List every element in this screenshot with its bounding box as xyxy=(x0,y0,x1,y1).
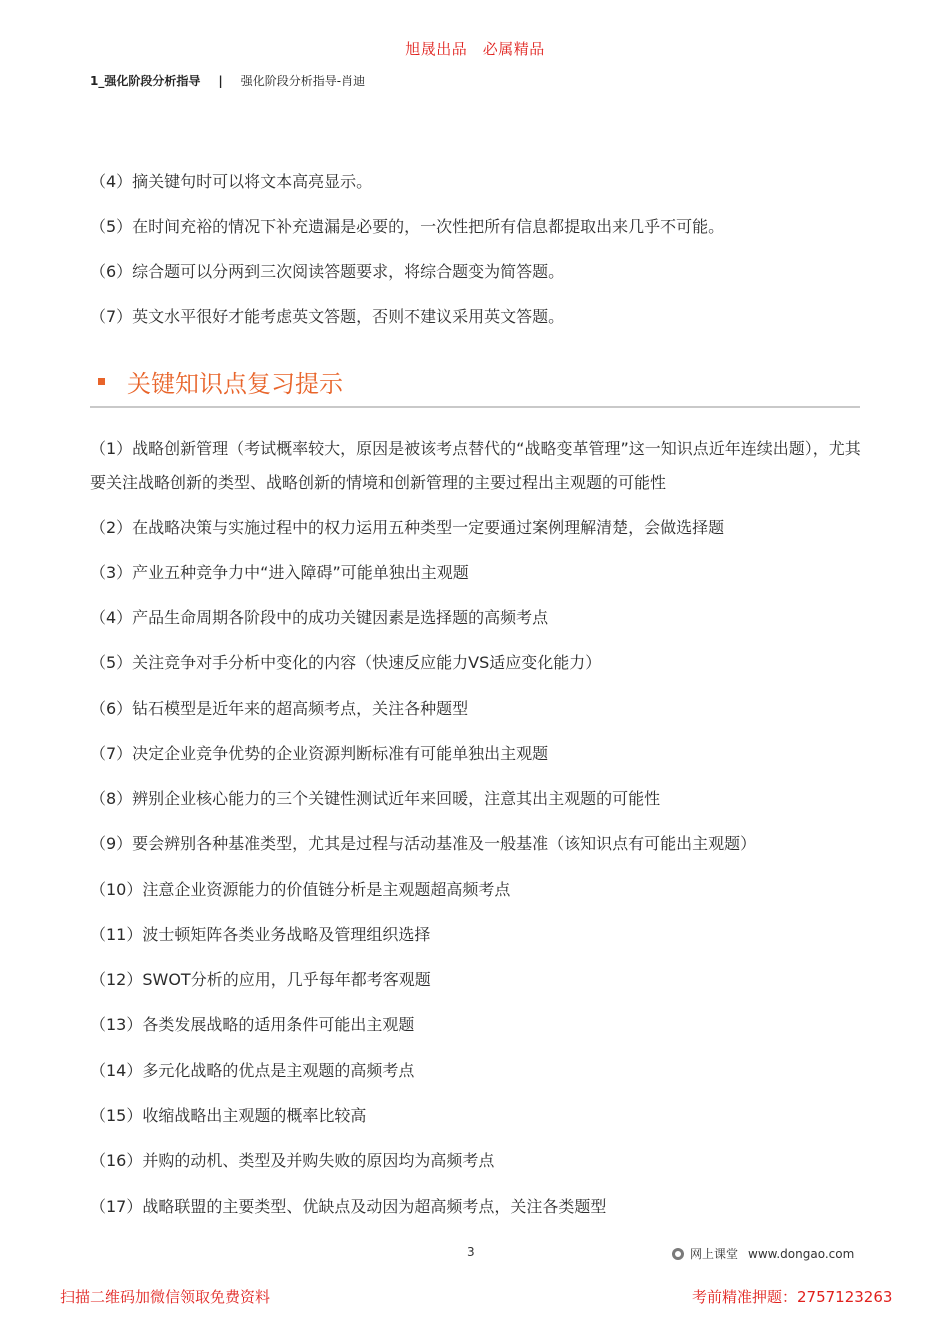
section-title: 关键知识点复习提示 xyxy=(127,370,343,398)
knowledge-point: （9）要会辨别各种基准类型，尤其是过程与活动基准及一般基准（该知识点有可能出主观题） xyxy=(90,834,757,853)
section-heading xyxy=(98,364,343,399)
knowledge-point: （1）战略创新管理（考试概率较大，原因是被该考点替代的“战略变革管理”这一知识点近年连续出题），尤其要关注战略创新的类型、战略创新的情境和创新管理的主要过程出主观题的可能性 xyxy=(90,439,861,492)
knowledge-point: （4）产品生命周期各阶段中的成功关键因素是选择题的高频考点 xyxy=(90,608,549,627)
knowledge-point: （11）波士顿矩阵各类业务战略及管理组织选择 xyxy=(90,925,431,944)
knowledge-point: （13）各类发展战略的适用条件可能出主观题 xyxy=(90,1015,415,1034)
knowledge-point: （10）注意企业资源能力的价值链分析是主观题超高频考点 xyxy=(90,880,511,899)
knowledge-point: （16）并购的动机、类型及并购失败的原因均为高频考点 xyxy=(90,1151,495,1170)
knowledge-point: （15）收缩战略出主观题的概率比较高 xyxy=(90,1106,367,1125)
knowledge-point: （3）产业五种竞争力中“进入障碍”可能单独出主观题 xyxy=(90,563,469,582)
tip-item: （7）英文水平很好才能考虑英文答题，否则不建议采用英文答题。 xyxy=(90,307,565,326)
footer-brand xyxy=(672,1245,854,1262)
tip-item: （4）摘关键句时可以将文本高亮显示。 xyxy=(90,172,373,191)
dongao-logo-icon xyxy=(672,1248,684,1260)
top-banner: 旭晟出品 必属精品 xyxy=(405,40,545,58)
brand-url: www.dongao.com xyxy=(748,1246,855,1261)
tip-item: （5）在时间充裕的情况下补充遗漏是必要的，一次性把所有信息都提取出来几乎不可能。 xyxy=(90,217,725,236)
header-subtitle: 强化阶段分析指导-肖迪 xyxy=(240,74,366,88)
knowledge-point: （8）辨别企业核心能力的三个关键性测试近年来回暖，注意其出主观题的可能性 xyxy=(90,789,661,808)
knowledge-point: （2）在战略决策与实施过程中的权力运用五种类型一定要通过案例理解清楚，会做选择题 xyxy=(90,518,725,537)
knowledge-point: （14）多元化战略的优点是主观题的高频考点 xyxy=(90,1061,415,1080)
course-title: 1_强化阶段分析指导 xyxy=(90,74,201,88)
page-number: 3 xyxy=(467,1245,475,1259)
promo-right: 考前精准押题：2757123263 xyxy=(692,1288,893,1306)
page-header xyxy=(90,72,365,89)
knowledge-point: （5）关注竞争对手分析中变化的内容（快速反应能力VS适应变化能力） xyxy=(90,653,602,672)
section-divider xyxy=(90,406,860,408)
header-separator: | xyxy=(218,73,223,88)
knowledge-point: （17）战略联盟的主要类型、优缺点及动因为超高频考点，关注各类题型 xyxy=(90,1197,607,1216)
knowledge-point: （7）决定企业竞争优势的企业资源判断标准有可能单独出主观题 xyxy=(90,744,549,763)
knowledge-point: （6）钻石模型是近年来的超高频考点，关注各种题型 xyxy=(90,699,469,718)
square-bullet-icon xyxy=(98,378,105,385)
tip-item: （6）综合题可以分两到三次阅读答题要求，将综合题变为简答题。 xyxy=(90,262,565,281)
brand-name: 网上课堂 xyxy=(690,1247,739,1261)
knowledge-point: （12）SWOT分析的应用，几乎每年都考客观题 xyxy=(90,970,431,989)
promo-left: 扫描二维码加微信领取免费资料 xyxy=(60,1288,271,1306)
